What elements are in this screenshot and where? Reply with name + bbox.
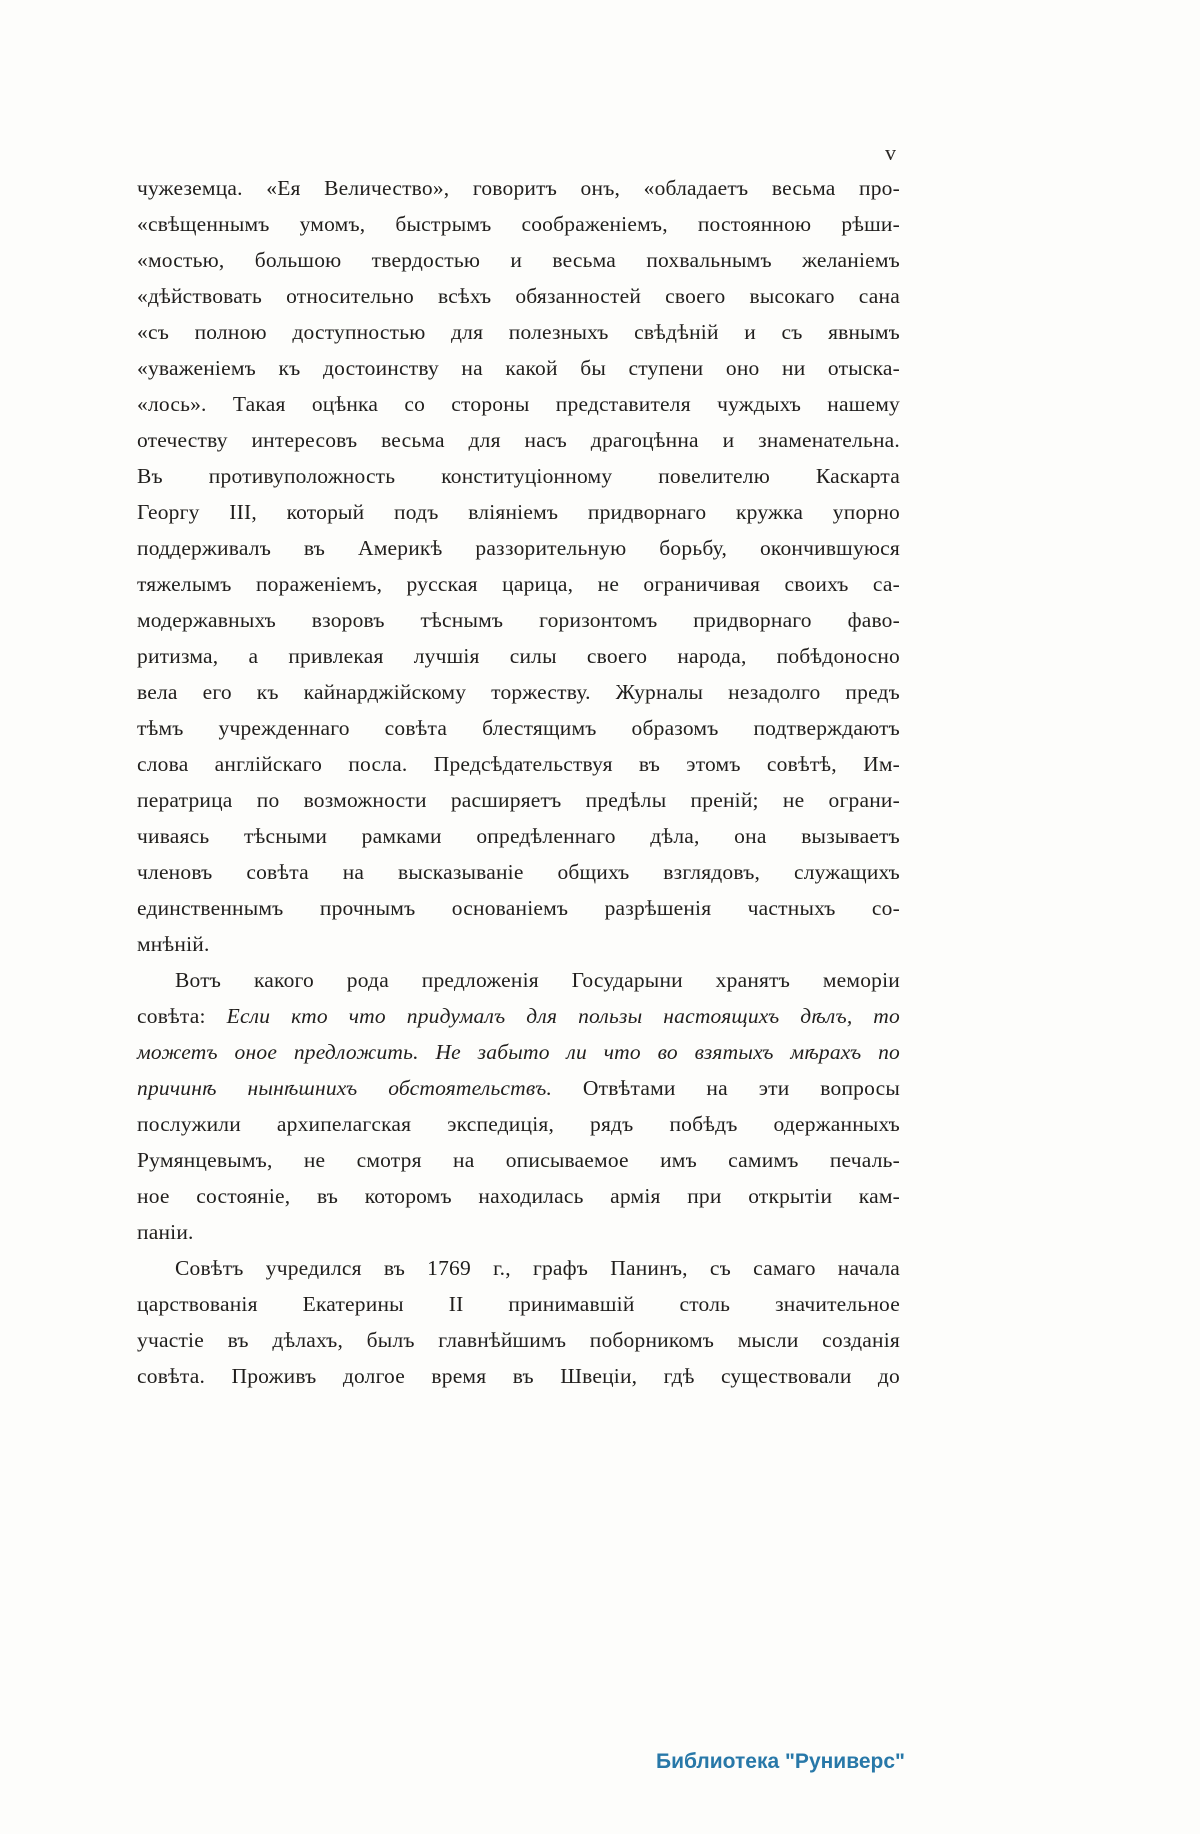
text-line [137, 170, 900, 206]
italic-text-segment: Если кто что придумалъ для пользы настоящихъ дѣлъ, то [226, 1004, 900, 1028]
text-line [137, 1178, 900, 1214]
text-line [137, 566, 900, 602]
text-line [137, 278, 900, 314]
text-segment: тяжелымъ пораженіемъ, русская царица, не ограничивая своихъ са- [137, 572, 900, 596]
italic-text-segment: можетъ оное предложить. Не забыто ли что во взятыхъ мѣрахъ по [137, 1040, 900, 1064]
text-line [137, 494, 900, 530]
footer-watermark: Библиотека "Руниверс" [655, 1750, 905, 1773]
text-line [137, 890, 900, 926]
text-line [137, 926, 900, 962]
text-segment: царствованія Екатерины II принимавшій столь значительное [137, 1292, 900, 1316]
text-line [137, 818, 900, 854]
text-segment: вела его къ кайнарджійскому торжеству. Журналы незадолго предъ [137, 680, 900, 704]
text-segment: единственнымъ прочнымъ основаніемъ разрѣшенія частныхъ со- [137, 896, 900, 920]
text-line [137, 242, 900, 278]
text-line [137, 710, 900, 746]
text-line [137, 1322, 900, 1358]
text-line [137, 1106, 900, 1142]
text-segment: мнѣній. [137, 932, 210, 956]
text-segment: «съ полною доступностью для полезныхъ свѣдѣній и съ явнымъ [137, 320, 900, 344]
text-segment: отечеству интересовъ весьма для насъ драгоцѣнна и знаменательна. [137, 428, 900, 452]
text-line [137, 530, 900, 566]
text-segment: ператрица по возможности расширяетъ предѣлы преній; не ограни- [137, 788, 900, 812]
text-segment: чужеземца. «Ея Величество», говоритъ онъ, «обладаетъ весьма про- [137, 176, 900, 200]
text-segment: совѣта. Проживъ долгое время въ Швеціи, гдѣ существовали до [137, 1364, 900, 1388]
text-segment: Вотъ какого рода предложенія Государыни хранятъ меморіи [175, 968, 900, 992]
text-segment: ритизма, а привлекая лучшія силы своего народа, побѣдоносно [137, 644, 900, 668]
text-line [137, 782, 900, 818]
text-line [137, 1214, 900, 1250]
text-line [137, 458, 900, 494]
text-block [137, 170, 900, 1394]
text-segment: послужили архипелагская экспедиція, рядъ побѣдъ одержанныхъ [137, 1112, 900, 1136]
text-segment: членовъ совѣта на высказываніе общихъ взглядовъ, служащихъ [137, 860, 900, 884]
text-segment: чиваясь тѣсными рамками опредѣленнаго дѣла, она вызываетъ [137, 824, 900, 848]
text-line [137, 854, 900, 890]
text-line [137, 1250, 900, 1286]
text-line [137, 962, 900, 998]
text-segment: «мостью, большою твердостью и весьма похвальнымъ желаніемъ [137, 248, 900, 272]
text-line [137, 1142, 900, 1178]
text-segment: «лось». Такая оцѣнка со стороны представителя чуждыхъ нашему [137, 392, 900, 416]
text-line [137, 350, 900, 386]
text-segment: Совѣтъ учредился въ 1769 г., графъ Панинъ, съ самаго начала [175, 1256, 900, 1280]
text-segment: участіе въ дѣлахъ, былъ главнѣйшимъ поборникомъ мысли созданія [137, 1328, 900, 1352]
text-line [137, 1286, 900, 1322]
text-line [137, 1034, 900, 1070]
text-line [137, 602, 900, 638]
text-line [137, 998, 900, 1034]
text-segment: «свѣщеннымъ умомъ, быстрымъ соображеніемъ, постоянною рѣши- [137, 212, 900, 236]
text-line [137, 1070, 900, 1106]
text-segment: «дѣйствовать относительно всѣхъ обязанностей своего высокаго сана [137, 284, 900, 308]
text-line [137, 206, 900, 242]
text-segment: Отвѣтами на эти вопросы [552, 1076, 900, 1100]
text-segment: «уваженіемъ къ достоинству на какой бы ступени оно ни отыска- [137, 356, 900, 380]
text-segment: Георгу III, который подъ вліяніемъ придворнаго кружка упорно [137, 500, 900, 524]
text-segment: паніи. [137, 1220, 194, 1244]
text-segment: совѣта: [137, 1004, 227, 1028]
text-line [137, 314, 900, 350]
page-number: v [885, 140, 897, 165]
text-segment: тѣмъ учрежденнаго совѣта блестящимъ образомъ подтверждаютъ [137, 716, 900, 740]
text-line [137, 1358, 900, 1394]
text-line [137, 386, 900, 422]
text-segment: Румянцевымъ, не смотря на описываемое имъ самимъ печаль- [137, 1148, 900, 1172]
text-line [137, 746, 900, 782]
text-line [137, 422, 900, 458]
text-line [137, 674, 900, 710]
text-segment: поддерживалъ въ Америкѣ раззорительную борьбу, окончившуюся [137, 536, 900, 560]
text-segment: Въ противуположность конституціонному повелителю Каскарта [137, 464, 900, 488]
text-line [137, 638, 900, 674]
italic-text-segment: причинѣ нынѣшнихъ обстоятельствъ. [137, 1076, 553, 1100]
text-segment: модержавныхъ взоровъ тѣснымъ горизонтомъ придворнаго фаво- [137, 608, 900, 632]
text-segment: ное состояніе, въ которомъ находилась армія при открытіи кам- [137, 1184, 900, 1208]
text-segment: слова англійскаго посла. Предсѣдательствуя въ этомъ совѣтѣ, Им- [137, 752, 900, 776]
